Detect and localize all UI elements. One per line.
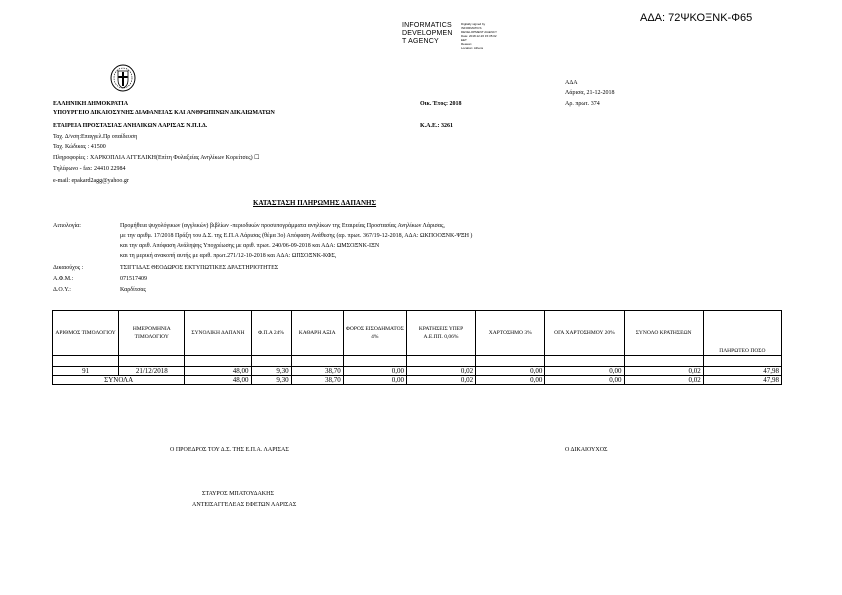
issuer-postal-code: Ταχ. Κώδικας : 41500 [53,144,106,150]
cell-vat: 9,30 [251,367,291,376]
header-vat: Φ.Π.Α 24% [251,311,291,356]
reason-line: Προμήθεια ψυχολόγικων (αγγλικών) βιβλίων -περιοδικών προσυπογράμματα ανηλίκων της Εταιρείας Προστασίας Ανηλίκων Λάρισας, [120,223,445,229]
signature-line: DEVELOPMENT AGENCY [461,30,497,34]
ada-number: ΑΔΑ: 72ΨΚΟΞΝΚ-Φ65 [640,12,753,24]
header-total-deductions: ΣΥΝΟΛΟ ΚΡΑΤΗΣΕΩΝ [624,311,703,356]
protocol-number: Αρ. πρωτ. 374 [565,101,600,107]
header-total-expense: ΣΥΝΟΛΙΚΗ ΔΑΠΑΝΗ [185,311,251,356]
reason-label: Αιτιολογία: [53,223,81,229]
cell-total-expense: 48,00 [185,367,251,376]
fiscal-year: Οικ. Έτος: 2018 [420,101,462,107]
header-invoice-date: ΗΜΕΡΟΜΗΝΙΑ ΤΙΜΟΛΟΓΙΟΥ [119,311,185,356]
beneficiary-label: Δικαιούχος : [53,265,84,271]
signatory-role: ΑΝΤΕΙΣΑΓΓΕΛΕΑΣ ΕΦΕΤΩΝ ΛΑΡΙΣΑΣ [192,502,297,508]
header-income-tax: ΦΟΡΟΣ ΕΙΣΟΔΗΜΑΤΟΣ 4% [343,311,406,356]
issuer-ministry: ΥΠΟΥΡΓΕΙΟ ΔΙΚΑΙΟΣΥΝΗΣ ΔΙΑΦΑΝΕΙΑΣ ΚΑΙ ΑΝΘΡΩΠΙΝΩΝ ΔΙΚΑΙΩΜΑΤΩΝ [53,110,275,116]
afm-value: 071517409 [120,276,147,282]
agency-line: DEVELOPMEN [402,30,453,37]
header-stamp-duty: ΧΑΡΤΟΣΗΜΟ 3% [476,311,545,356]
cell-invoice-date: 21/12/2018 [119,367,185,376]
cell-net-value: 38,70 [291,367,343,376]
table-header-row [53,311,782,356]
total-aepp-deduction: 0,02 [406,376,475,385]
header-oga-stamp: ΟΓΑ ΧΑΡΤΟΣΗΜΟΥ 20% [545,311,624,356]
afm-label: Α.Φ.Μ.: [53,276,74,282]
issuer-contact-person: Πληροφορίες : ΧΑΡΚΟΠΛΙΑ ΑΓΓΕΛΙΚΗ(Επίτη Φυλαξείας Ανηλίκων Κορείτσες) ☐ [53,155,260,161]
ada-label: ΑΔΑ [565,80,578,86]
cell-total-deductions: 0,02 [624,367,703,376]
reason-line: και την αριθ. Απόφαση Ανάληψης Υποχρέωσης με αριθ. πρωτ. 240/06-09-2018 και ΑΔΑ: ΩΜΣΟΞΝΚ-ΙΞΝ [120,243,380,249]
signature-line: Digitally signed by [461,22,486,26]
signature-line: Reason: [461,42,473,46]
issuer-organization: ΕΤΑΙΡΕΙΑ ΠΡΟΣΤΑΣΙΑΣ ΑΝΗΛΙΚΩΝ ΛΑΡΙΣΑΣ Ν.Π.Ι.Δ. [53,123,208,129]
document-title: ΚΑΤΑΣΤΑΣΗ ΠΛΗΡΩΜΗΣ ΔΑΠΑΝΗΣ [253,199,377,207]
cell-stamp-duty: 0,00 [476,367,545,376]
signatory-name: ΣΤΑΥΡΟΣ ΜΠΑΤΟΥΔΑΚΗΣ [202,491,274,497]
total-deductions: 0,02 [624,376,703,385]
issuer-republic: ΕΛΛΗΝΙΚΗ ΔΗΜΟΚΡΑΤΙΑ [53,101,129,107]
cell-oga-stamp: 0,00 [545,367,624,376]
total-vat: 9,30 [251,376,291,385]
cell-invoice-number: 91 [53,367,119,376]
document-date: Λάρισα, 21-12-2018 [565,90,615,96]
issuer-address: Ταχ. Δ/νση:Επαγγελ.Πρ οπαίδευση [53,134,138,140]
total-income-tax: 0,00 [343,376,406,385]
coat-of-arms-icon [109,63,137,93]
table-spacer-row [53,356,782,367]
table-row [53,367,782,376]
president-title: Ο ΠΡΟΕΔΡΟΣ ΤΟΥ Δ.Σ. ΤΗΣ Ε.Π.Α. ΛΑΡΙΣΑΣ [170,447,289,453]
total-net-value: 38,70 [291,376,343,385]
agency-name [402,22,453,46]
header-invoice-number: ΑΡΙΘΜΟΣ ΤΙΜΟΛΟΓΙΟΥ [53,311,119,356]
signature-line: Location: Athens [461,46,484,50]
signature-line: INFORMATICS [461,26,482,30]
payment-table [52,310,782,385]
header-payable-amount: ΠΛΗΡΩΤΕΟ ΠΟΣΟ [703,311,781,356]
issuer-email: e-mail: epakard2agg@yahoo.gr [53,178,129,184]
signature-info [461,22,497,50]
doy-label: Δ.Ο.Υ.: [53,287,71,293]
reason-line: με την αριθμ. 17/2018 Πράξη του Δ.Σ. της Ε.Π.Α Λάρισας (θέμα 3ο) Απόφαση Ανάθεσης (αρ. πρωτ. 367/19-12-2018, ΑΔΑ: ΩΚΠΟΟΞΝΚ-ΨΞΗ ) [120,233,473,239]
issuer-phone: Τηλέφωνο - fax: 24410 22984 [53,166,126,172]
total-expense: 48,00 [185,376,251,385]
kae-code: Κ.Α.Ε.: 3261 [420,123,453,129]
table-totals-row [53,376,782,385]
beneficiary-name: ΤΣΙΓΓΙΔΑΣ ΘΕΟΔΩΡΟΣ ΕΚΤΥΠΩΤΙΚΕΣ ΔΡΑΣΤΗΡΙΟΤΗΤΕΣ [120,265,279,271]
header-aepp-deduction: ΚΡΑΤΗΣΕΙΣ ΥΠΕΡ Α.Ε.ΠΠ. 0,06% [406,311,475,356]
signature-line: EET [461,38,467,42]
total-stamp-duty: 0,00 [476,376,545,385]
cell-income-tax: 0,00 [343,367,406,376]
total-oga-stamp: 0,00 [545,376,624,385]
reason-line: και τη μερική ανακοπή αυτής με αριθ. πρωτ.271/12-10-2018 και ΑΔΑ: ΩΠΣΟΞΝΚ-ΚΦΣ, [120,253,337,259]
signature-line: Date: 2018.12.26 15:35:02 [461,34,497,38]
agency-line: T AGENCY [402,38,439,45]
doy-value: Καρδίτσας [120,287,146,293]
header-net-value: ΚΑΘΑΡΗ ΑΞΙΑ [291,311,343,356]
cell-aepp-deduction: 0,02 [406,367,475,376]
total-payable: 47,98 [703,376,781,385]
agency-line: INFORMATICS [402,22,452,29]
totals-label: ΣΥΝΟΛΑ [53,376,185,385]
cell-payable-amount: 47,98 [703,367,781,376]
beneficiary-signature-title: Ο ΔΙΚΑΙΟΥΧΟΣ [565,447,608,453]
